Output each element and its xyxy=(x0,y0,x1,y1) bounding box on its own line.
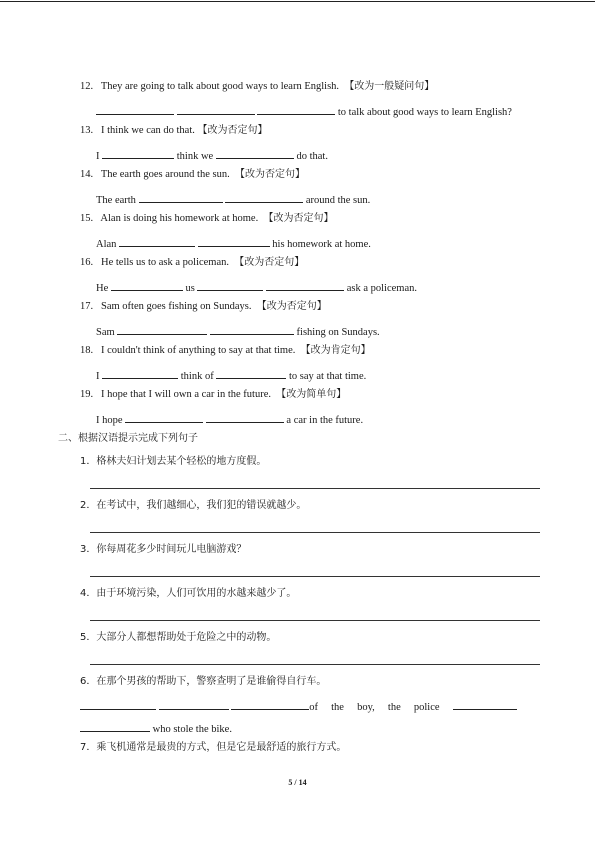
answer-text: I xyxy=(96,151,100,162)
question-hint: 【改为否定句】 xyxy=(234,257,305,268)
question-number: 15. xyxy=(80,213,94,224)
answer-text: the xyxy=(387,702,401,713)
answer-blank[interactable] xyxy=(111,279,183,291)
answer-text: of xyxy=(309,702,318,713)
question-16 xyxy=(80,256,304,270)
question-number: 14. xyxy=(80,169,94,180)
question-prompt: The earth goes around the sun. xyxy=(100,169,230,180)
answer-blank[interactable] xyxy=(177,103,255,115)
translate-item-4 xyxy=(80,587,296,601)
answer-text: I xyxy=(96,371,100,382)
answer-blank[interactable] xyxy=(210,323,294,335)
translate-item-2 xyxy=(80,499,306,513)
answer-text: police xyxy=(413,702,440,713)
answer-text: think of xyxy=(180,371,214,382)
answer-blank[interactable] xyxy=(139,191,223,203)
answer-blank[interactable] xyxy=(119,235,195,247)
item-prompt: 格林夫妇计划去某个轻松的地方度假。 xyxy=(96,456,267,467)
answer-blank[interactable] xyxy=(159,698,229,710)
translate-item-6 xyxy=(80,675,326,689)
translate-item-1 xyxy=(80,455,266,469)
answer-blank[interactable] xyxy=(102,367,178,379)
item-number: 7． xyxy=(80,742,97,753)
answer-16 xyxy=(96,279,417,296)
answer-blank[interactable] xyxy=(80,720,150,732)
question-number: 18. xyxy=(80,345,94,356)
answer-13 xyxy=(96,147,328,164)
question-prompt: They are going to talk about good ways to learn English. xyxy=(100,81,340,92)
answer-blank[interactable] xyxy=(231,698,309,710)
answer-6-line1 xyxy=(80,698,517,715)
answer-text: boy, xyxy=(357,702,375,713)
answer-text: think we xyxy=(176,151,214,162)
item-number: 5． xyxy=(80,632,97,643)
answer-6-line2 xyxy=(80,720,232,737)
question-hint: 【改为否定句】 xyxy=(263,213,334,224)
question-prompt: I think we can do that. xyxy=(101,125,195,136)
item-prompt: 在考试中，我们越细心，我们犯的错误就越少。 xyxy=(96,500,307,511)
item-number: 2． xyxy=(80,500,97,511)
translate-item-3 xyxy=(80,543,246,557)
item-prompt: 你每周花多少时间玩儿电脑游戏？ xyxy=(96,544,247,555)
answer-text: to say at that time. xyxy=(288,371,367,382)
answer-text: the xyxy=(331,702,344,713)
item-number: 6． xyxy=(80,676,97,687)
answer-14 xyxy=(96,191,370,208)
question-hint: 【改为简单句】 xyxy=(276,389,347,400)
item-prompt: 大部分人都想帮助处于危险之中的动物。 xyxy=(96,632,277,643)
answer-line[interactable] xyxy=(90,532,540,533)
answer-17 xyxy=(96,323,380,340)
question-number: 13. xyxy=(80,125,94,136)
answer-blank[interactable] xyxy=(257,103,335,115)
answer-text: fishing on Sundays. xyxy=(296,327,380,338)
question-12 xyxy=(80,80,434,94)
question-prompt: He tells us to ask a policeman. xyxy=(101,257,230,268)
question-prompt: Alan is doing his homework at home. xyxy=(100,213,259,224)
question-hint: 【改为否定句】 xyxy=(256,301,327,312)
answer-19 xyxy=(96,411,363,428)
answer-blank[interactable] xyxy=(216,147,294,159)
answer-blank[interactable] xyxy=(117,323,207,335)
question-number: 12. xyxy=(80,81,94,92)
answer-blank[interactable] xyxy=(102,147,174,159)
answer-text: I hope xyxy=(96,415,123,426)
answer-blank[interactable] xyxy=(453,698,517,710)
question-prompt: I hope that I will own a car in the future. xyxy=(101,389,271,400)
item-number: 3． xyxy=(80,544,97,555)
answer-blank[interactable] xyxy=(197,279,263,291)
item-number: 4． xyxy=(80,588,97,599)
answer-line[interactable] xyxy=(90,620,540,621)
item-prompt: 在那个男孩的帮助下，警察查明了是谁偷得自行车。 xyxy=(96,676,327,687)
answer-blank[interactable] xyxy=(125,411,203,423)
question-prompt: Sam often goes fishing on Sundays. xyxy=(101,301,252,312)
answer-line[interactable] xyxy=(90,576,540,577)
question-13 xyxy=(80,124,268,138)
answer-blank[interactable] xyxy=(216,367,286,379)
question-hint: 【改为否定句】 xyxy=(197,125,268,136)
question-14 xyxy=(80,168,305,182)
question-hint: 【改为肯定句】 xyxy=(300,345,371,356)
answer-blank[interactable] xyxy=(225,191,303,203)
answer-text: ask a policeman. xyxy=(346,283,417,294)
question-15 xyxy=(80,212,333,226)
question-hint: 【改为否定句】 xyxy=(234,169,305,180)
question-prompt: I couldn't think of anything to say at that time. xyxy=(101,345,296,356)
section-title: 二、根据汉语提示完成下列句子 xyxy=(58,433,198,444)
answer-blank[interactable] xyxy=(206,411,284,423)
top-rule xyxy=(0,1,595,2)
answer-text: to talk about good ways to learn English? xyxy=(337,107,512,118)
page-number: 5 / 14 xyxy=(288,778,307,787)
translate-item-7 xyxy=(80,741,346,755)
answer-text: do that. xyxy=(296,151,328,162)
answer-blank[interactable] xyxy=(96,103,174,115)
answer-text: The earth xyxy=(96,195,136,206)
question-19 xyxy=(80,388,346,402)
question-number: 16. xyxy=(80,257,94,268)
translate-item-5 xyxy=(80,631,276,645)
answer-15 xyxy=(96,235,371,252)
answer-line[interactable] xyxy=(90,664,540,665)
answer-text: Sam xyxy=(96,327,115,338)
answer-line[interactable] xyxy=(90,488,540,489)
question-number: 19. xyxy=(80,389,94,400)
answer-text: his homework at home. xyxy=(272,239,371,250)
answer-text: Alan xyxy=(96,239,117,250)
answer-text: who stole the bike. xyxy=(152,724,232,735)
answer-blank[interactable] xyxy=(80,698,156,710)
item-prompt: 由于环境污染，人们可饮用的水越来越少了。 xyxy=(96,588,297,599)
answer-text: a car in the future. xyxy=(286,415,364,426)
answer-12 xyxy=(96,103,512,120)
question-number: 17. xyxy=(80,301,94,312)
question-hint: 【改为一般疑问句】 xyxy=(344,81,435,92)
answer-text: us xyxy=(185,283,195,294)
answer-blank[interactable] xyxy=(266,279,344,291)
answer-18 xyxy=(96,367,366,384)
question-17 xyxy=(80,300,327,314)
item-prompt: 乘飞机通常是最贵的方式，但是它是最舒适的旅行方式。 xyxy=(96,742,347,753)
question-18 xyxy=(80,344,371,358)
answer-blank[interactable] xyxy=(198,235,270,247)
item-number: 1． xyxy=(80,456,97,467)
answer-text: around the sun. xyxy=(305,195,371,206)
answer-text: He xyxy=(96,283,109,294)
